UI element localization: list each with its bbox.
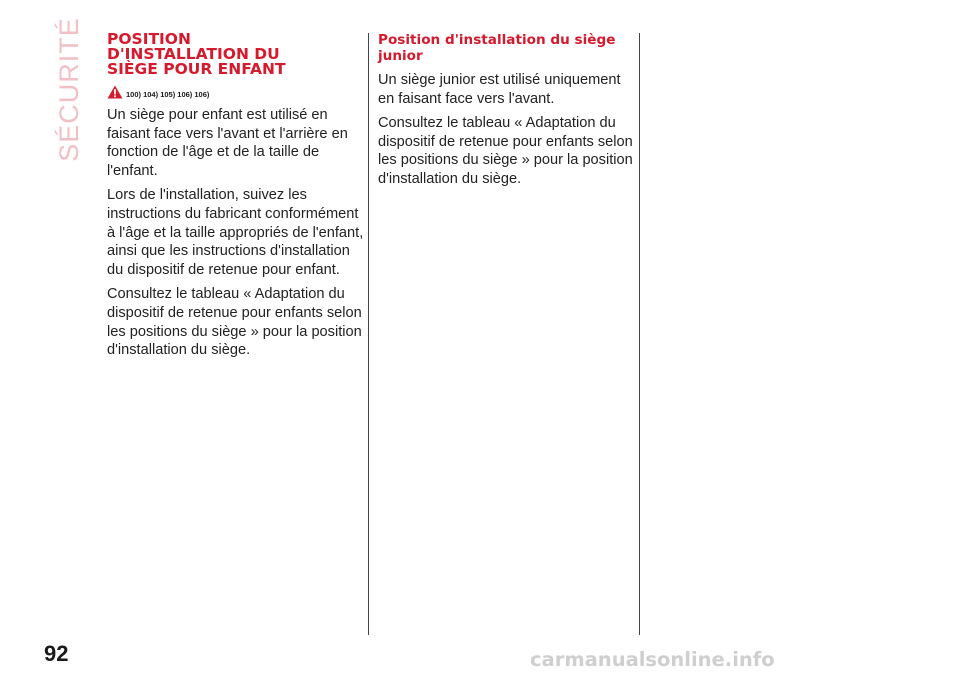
- paragraph: [107, 186, 364, 279]
- paragraph: [107, 106, 359, 180]
- page-number: 92: [44, 641, 69, 666]
- paragraph: [107, 285, 362, 359]
- subsection-heading: [378, 32, 630, 64]
- warning-refs-text: 100) 104) 105) 106) 106): [126, 89, 210, 99]
- text-line: fonction de l'âge et de la taille de: [107, 144, 320, 161]
- warning-references: [107, 85, 359, 99]
- text-line: l'enfant.: [107, 162, 158, 179]
- text-line: les positions du siège » pour la position: [378, 152, 633, 169]
- text-line: Consultez le tableau « Adaptation du: [107, 286, 345, 303]
- right-column: [378, 32, 633, 189]
- text-line: à l'âge et la taille appropriés de l'enfant,: [107, 224, 364, 241]
- section-side-label-text: SÉCURITÉ: [53, 16, 84, 162]
- text-line: d'installation du siège.: [107, 342, 251, 359]
- text-line: en faisant face vers l'avant.: [378, 90, 555, 107]
- column-divider-left: [368, 33, 369, 635]
- warning-triangle-icon: [107, 85, 123, 99]
- column-divider-right: [639, 33, 640, 635]
- text-line: dispositif de retenue pour enfants selon: [107, 304, 362, 321]
- section-side-label: [52, 16, 86, 162]
- paragraph: [378, 71, 630, 108]
- watermark: carmanualsonline.info: [530, 648, 775, 671]
- text-line: d'installation du siège.: [378, 170, 522, 187]
- section-heading-line: SIÈGE POUR ENFANT: [107, 60, 286, 78]
- subsection-heading-line: Position d'installation du siège: [378, 32, 616, 48]
- section-heading: [107, 32, 359, 77]
- text-line: du dispositif de retenue pour enfant.: [107, 261, 340, 278]
- left-column: [107, 30, 364, 360]
- text-line: Un siège pour enfant est utilisé en: [107, 107, 328, 123]
- section-heading-line: D'INSTALLATION DU: [107, 45, 280, 63]
- text-line: Lors de l'installation, suivez les: [107, 187, 307, 204]
- text-line: faisant face vers l'avant et l'arrière en: [107, 125, 348, 142]
- subsection-heading-line: junior: [378, 48, 423, 64]
- paragraph: [378, 114, 633, 188]
- text-line: instructions du fabricant conformément: [107, 205, 359, 222]
- text-line: les positions du siège » pour la position: [107, 323, 362, 340]
- text-line: ainsi que les instructions d'installation: [107, 243, 350, 260]
- text-line: dispositif de retenue pour enfants selon: [378, 133, 633, 150]
- text-line: Consultez le tableau « Adaptation du: [378, 115, 616, 132]
- text-line: Un siège junior est utilisé uniquement: [378, 72, 621, 88]
- section-heading-line: POSITION: [107, 30, 191, 48]
